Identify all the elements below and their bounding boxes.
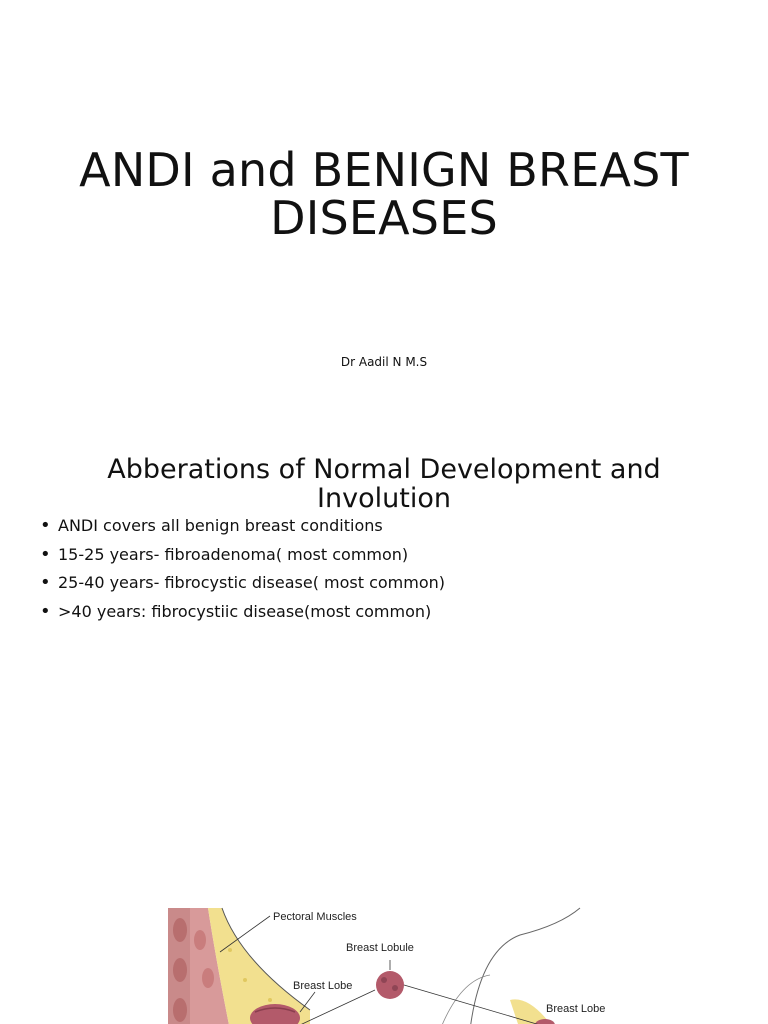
andi-title [0,455,768,513]
rib-shape [173,998,187,1022]
bullet-icon: • [40,515,51,536]
fat-dot [228,948,232,952]
list-item [38,541,445,570]
list-item [38,598,445,627]
bullet-text: >40 years: fibrocystiic disease(most common) [58,601,432,621]
muscle-fiber-shape [202,968,214,988]
fat-dot [268,998,272,1002]
slide-title [0,143,768,245]
andi-slide [0,430,768,870]
bullet-text: ANDI covers all benign breast conditions [58,516,383,535]
slide-subtitle: Dr Aadil N M.S [340,355,428,369]
list-item [38,512,445,541]
bullet-icon: • [40,600,51,622]
bullet-icon: • [40,543,51,565]
rib-shape [173,918,187,942]
slide-title-line2: DISEASES [270,191,498,245]
list-item [38,569,445,598]
label-breast-lobe: Breast Lobe [293,980,353,992]
lobule-detail [392,985,398,991]
andi-title-line2: Involution [317,483,451,514]
leader-line [300,990,375,1024]
bullet-text: 15-25 years- fibroadenoma( most common) [58,544,409,564]
title-slide [0,0,768,430]
breast-lobule-shape [376,971,404,999]
label-pectoral-muscles: Pectoral Muscles [273,911,357,923]
duct-line [440,975,490,1024]
andi-title-line1: Abberations of Normal Development and [107,454,661,485]
rib-shape [173,958,187,982]
anatomy-slide [0,880,768,1024]
bullet-text: 25-40 years- fibrocystic disease( most common) [58,573,446,592]
label-breast-lobe-right: Breast Lobe [546,1003,606,1015]
lobule-detail [381,977,387,983]
bullet-icon: • [40,572,51,593]
muscle-fiber-shape [194,930,206,950]
label-breast-lobule: Breast Lobule [346,942,414,954]
slide-title-line1: ANDI and BENIGN BREAST [79,143,689,197]
fat-dot [243,978,247,982]
breast-anatomy-diagram [160,900,610,1024]
bullet-list [38,512,445,626]
